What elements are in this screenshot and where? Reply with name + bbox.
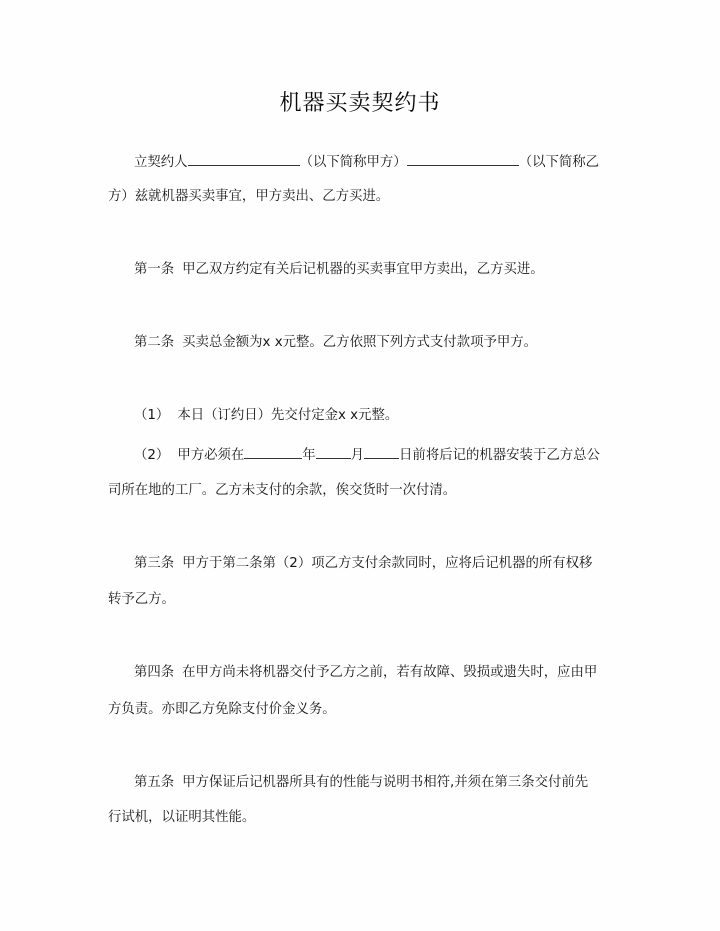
item-2-text-d: 日前将后记的机器安装于乙方总公 xyxy=(399,448,600,463)
article-5-text: 甲方保证后记机器所具有的性能与说明书相符,并须在第三条交付前先 xyxy=(182,775,589,790)
article-5 xyxy=(134,774,588,792)
document-title: 机器买卖契约书 xyxy=(279,91,441,116)
article-2-item-1 xyxy=(134,407,398,425)
month-label: 月 xyxy=(350,448,365,463)
item-1-text: 本日（订约日）先交付定金x x元整。 xyxy=(177,408,399,423)
article-4-continuation: 方负责。亦即乙方免除支付价金义务。 xyxy=(108,702,336,717)
article-2-item-2 xyxy=(134,444,600,465)
party-b-blank xyxy=(407,151,519,166)
article-1 xyxy=(134,261,544,279)
preamble-line-2: 方）兹就机器买卖事宜，甲方卖出、乙方买进。 xyxy=(108,189,390,204)
year-label: 年 xyxy=(302,448,316,463)
preamble-line-1 xyxy=(134,151,599,172)
contractor-label: 立契约人 xyxy=(134,155,188,170)
party-a-blank xyxy=(188,151,300,166)
article-4-text: 在甲方尚未将机器交付予乙方之前，若有故障、毁损或遗失时，应由甲 xyxy=(182,665,598,680)
article-1-label: 第一条 xyxy=(134,262,175,277)
article-4-label: 第四条 xyxy=(134,665,175,680)
article-3-label: 第三条 xyxy=(134,556,175,571)
article-4 xyxy=(134,664,597,682)
article-3 xyxy=(134,555,592,573)
item-2-label: （2） xyxy=(134,448,170,463)
item-2-text-a: 甲方必须在 xyxy=(177,448,245,463)
item-1-label: （1） xyxy=(134,408,170,423)
article-2-item-2-continuation: 司所在地的工厂。乙方未支付的余款，俟交货时一次付清。 xyxy=(108,483,457,498)
article-3-text: 甲方于第二条第（2）项乙方支付余款同时，应将后记机器的所有权移 xyxy=(182,556,593,571)
article-3-continuation: 转予乙方。 xyxy=(108,592,175,607)
month-blank xyxy=(316,444,351,459)
article-5-continuation: 行试机，以证明其性能。 xyxy=(108,810,256,825)
day-blank xyxy=(364,444,399,459)
party-a-note: （以下简称甲方） xyxy=(299,155,407,170)
year-blank xyxy=(244,444,302,459)
article-2-text: 买卖总金额为x x元整。乙方依照下列方式支付款项予甲方。 xyxy=(182,335,538,350)
article-5-label: 第五条 xyxy=(134,775,175,790)
article-2 xyxy=(134,334,537,352)
article-1-text: 甲乙双方约定有关后记机器的买卖事宜甲方卖出，乙方买进。 xyxy=(182,262,544,277)
article-2-label: 第二条 xyxy=(134,335,175,350)
party-b-note: （以下简称乙 xyxy=(518,155,600,170)
